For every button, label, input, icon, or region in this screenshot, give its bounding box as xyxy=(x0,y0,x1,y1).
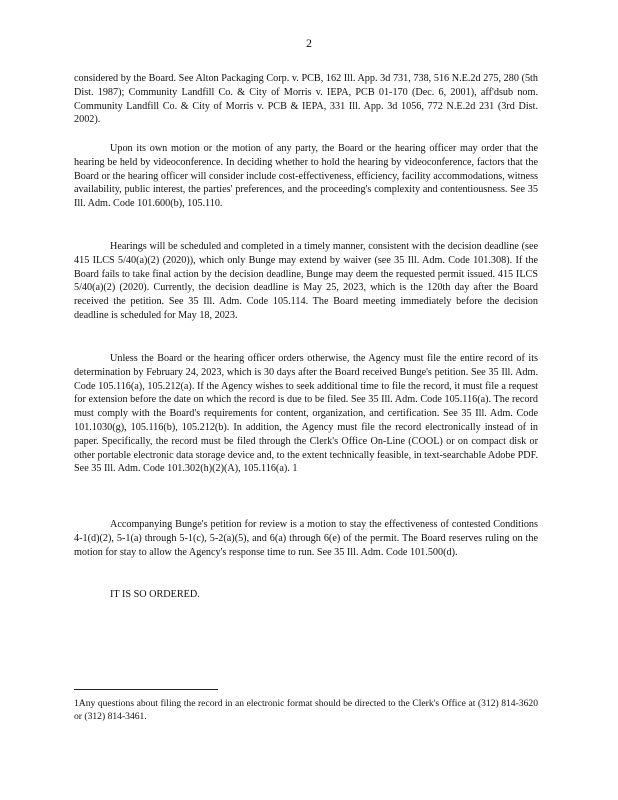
paragraph-videoconference: Upon its own motion or the motion of any party, the Board or the hearing officer may order that the hearing be held by videoconference. In deciding whether to hold the hearing by videoconference, factors that the Board or the hearing officer will consider include cost-effectiveness, efficiency, facility accommodations, witness availability, public interest, the parties' preferences, and the proceeding's complexity and contentiousness. See 35 Ill. Adm. Code 101.600(b), 105.110. xyxy=(74,143,538,210)
paragraph-citations: considered by the Board. See Alton Packaging Corp. v. PCB, 162 Ill. App. 3d 731, 738, 516 N.E.2d 275, 280 (5th Dist. 1987); Community Landfill Co. & City of Morris v. IEPA, PCB 01-170 (Dec. 6, 2001), aff'dsub nom. Community Landfill Co. & City of Morris v. PCB & IEPA, 331 Ill. App. 3d 1056, 772 N.E.2d 231 (3rd Dist. 2002). xyxy=(74,73,538,126)
footnote-divider xyxy=(74,689,218,690)
paragraph-record-filing: Unless the Board or the hearing officer orders otherwise, the Agency must file the entire record of its determination by February 24, 2023, which is 30 days after the Board received Bunge's petition. See 35 Ill. Adm. Code 105.116(a), 105.212(a). If the Agency wishes to seek additional time to file the record, it must file a request for extension before the date on which the record is due to be filed. See 35 Ill. Adm. Code 105.116(a). The record must comply with the Board's requirements for content, organization, and certification. See 35 Ill. Adm. Code 101.1030(g), 105.116(b), 105.212(b). In addition, the Agency must file the record electronically instead of in paper. Specifically, the record must be filed through the Clerk's Office On-Line (COOL) or on compact disk or other portable electronic data storage device and, to the extent technically feasible, in text-searchable Adobe PDF. See 35 Ill. Adm. Code 101.302(h)(2)(A), 105.116(a). 1 xyxy=(74,353,538,475)
paragraph-hearing-schedule: Hearings will be scheduled and completed in a timely manner, consistent with the decision deadline (see 415 ILCS 5/40(a)(2) (2020)), which only Bunge may extend by waiver (see 35 Ill. Adm. Code 101.308). If the Board fails to take final action by the decision deadline, Bunge may deem the requested permit issued. 415 ILCS 5/40(a)(2) (2020). Currently, the decision deadline is May 25, 2023, which is the 120th day after the Board received the petition. See 35 Ill. Adm. Code 105.114. The Board meeting immediately before the decision deadline is scheduled for May 18, 2023. xyxy=(74,241,538,321)
footnote: 1Any questions about filing the record in an electronic format should be directed to the Clerk's Office at (312) 814-3620 or (312) 814-3461. xyxy=(74,698,538,722)
page-number: 2 xyxy=(306,36,312,50)
paragraph-motion-stay: Accompanying Bunge's petition for review is a motion to stay the effectiveness of contested Conditions 4-1(d)(2), 5-1(a) through 5-1(c), 5-2(a)(5), and 6(a) through 6(e) of the permit. The Board reserves ruling on the motion for stay to allow the Agency's response time to run. See 35 Ill. Adm. Code 101.500(d). xyxy=(74,519,538,558)
order-statement: IT IS SO ORDERED. xyxy=(110,589,200,600)
